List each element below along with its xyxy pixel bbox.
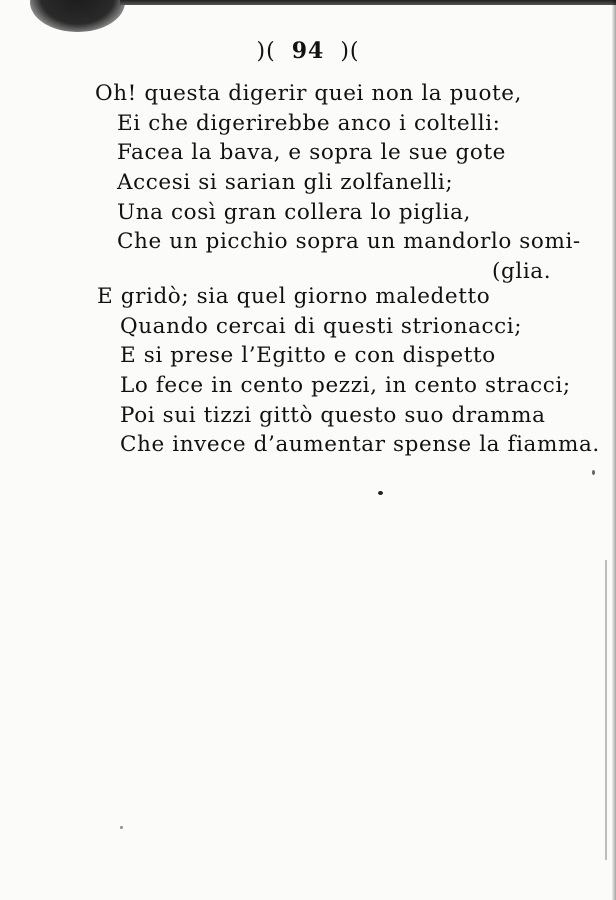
verse-line: Che invece d’aumentar spense la fiamma. xyxy=(120,432,600,457)
verse-line: Quando cercai di questi strionacci; xyxy=(120,314,523,339)
verse-line-continuation: (glia. xyxy=(492,259,552,284)
verse-line: Lo fece in cento pezzi, in cento stracci; xyxy=(120,373,571,398)
verse-line: Ei che digerirebbe anco i coltelli: xyxy=(117,111,501,136)
verse-line: Una così gran collera lo piglia, xyxy=(117,200,471,225)
page-number xyxy=(0,38,616,64)
ink-speck xyxy=(120,826,123,829)
scan-edge-line xyxy=(605,560,607,860)
scan-edge-top xyxy=(120,0,616,5)
verse-line: E gridò; sia quel giorno maledetto xyxy=(97,284,491,309)
page-number-left-ornament: )( xyxy=(256,39,276,64)
verse-line: Oh! questa digerir quei non la puote, xyxy=(95,81,522,106)
scan-edge-right xyxy=(612,0,616,900)
verse-line: E si prese l’Egitto e con dispetto xyxy=(120,343,496,368)
page-number-value: 94 xyxy=(291,38,325,64)
verse-line: Facea la bava, e sopra le sue gote xyxy=(117,140,507,165)
ink-speck xyxy=(378,491,383,495)
ink-speck xyxy=(592,470,595,475)
verse-line: Che un picchio sopra un mandorlo somi- xyxy=(117,229,581,254)
verse-line: Poi sui tizzi gittò questo suo dramma xyxy=(120,403,546,428)
page-number-right-ornament: )( xyxy=(340,39,360,64)
verse-line: Accesi si sarian gli zolfanelli; xyxy=(117,170,454,195)
scan-shadow xyxy=(30,0,125,32)
